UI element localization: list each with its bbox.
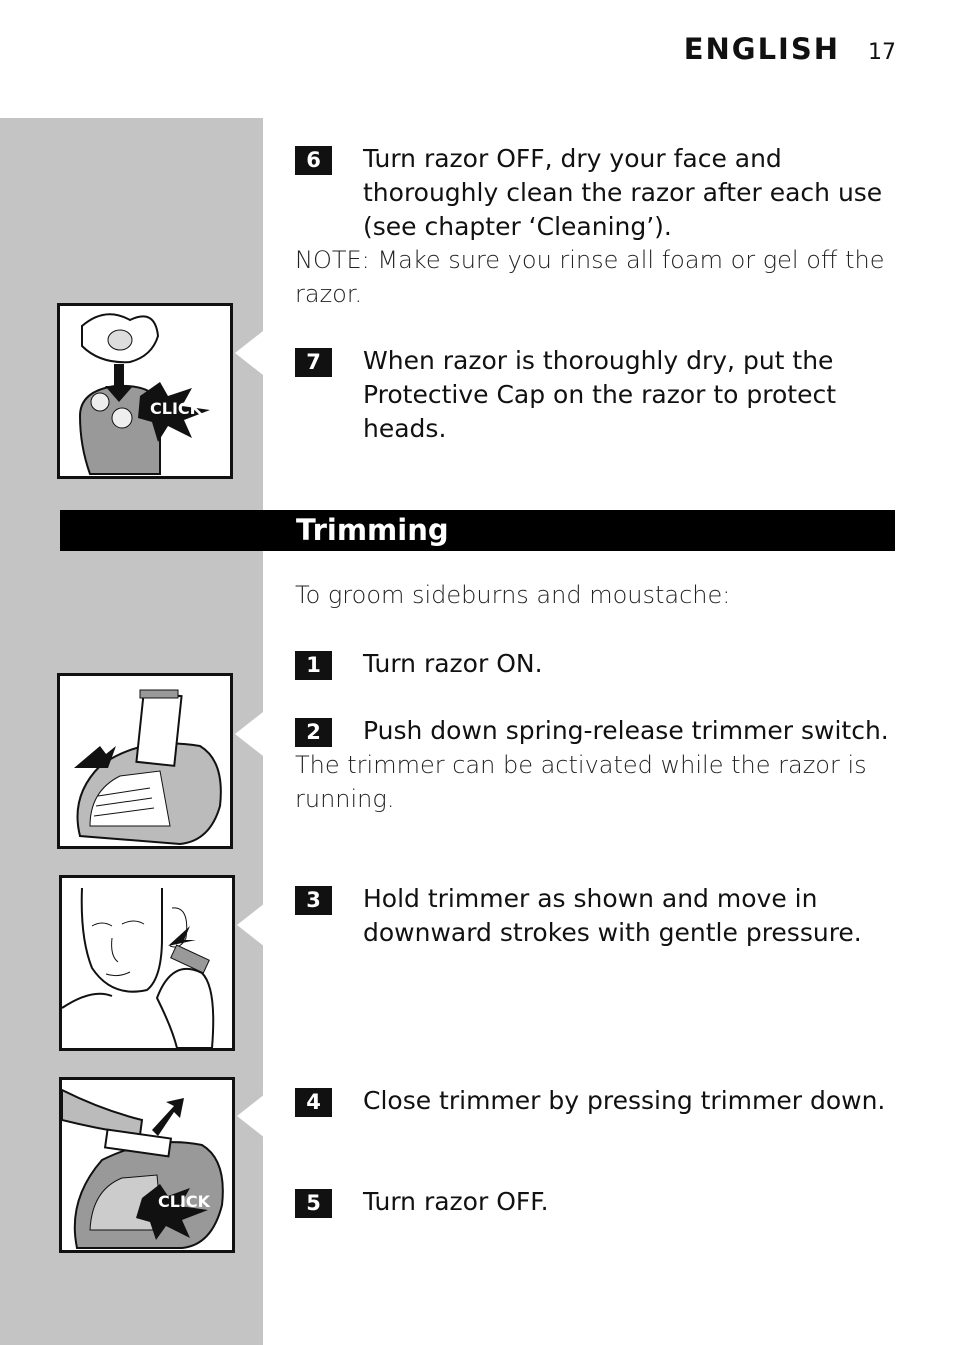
face-trimming-illustration xyxy=(62,878,232,1048)
page-number: 17 xyxy=(868,40,896,65)
step-text: Hold trimmer as shown and move in downward strokes with gentle pressure. xyxy=(363,884,862,947)
section-title: Trimming xyxy=(296,513,449,547)
step-2 xyxy=(295,714,895,748)
step-1 xyxy=(295,647,895,681)
step-text: Close trimmer by pressing trimmer down. xyxy=(363,1086,886,1115)
figure-pointer xyxy=(235,331,263,375)
step-6 xyxy=(295,142,895,244)
step-number-badge: 7 xyxy=(295,348,332,377)
click-label: CLICK xyxy=(158,1192,211,1211)
section-header-trimming xyxy=(60,510,895,551)
step-text: When razor is thoroughly dry, put the Protective Cap on the razor to protect heads. xyxy=(363,346,837,443)
razor-cap-illustration xyxy=(60,306,230,476)
step-text: Turn razor OFF, dry your face and thoroughly clean the razor after each use (see chapter ‘Cleaning’). xyxy=(363,144,883,241)
figure-protective-cap xyxy=(57,303,233,479)
step-5 xyxy=(295,1185,895,1219)
step-text: Turn razor ON. xyxy=(363,649,543,678)
language-label: ENGLISH xyxy=(683,32,840,66)
figure-face-trimming xyxy=(59,875,235,1051)
figure-pointer xyxy=(237,1094,265,1138)
figure-trimmer-switch xyxy=(57,673,233,849)
step-text: Push down spring-release trimmer switch. xyxy=(363,716,889,745)
step-number-badge: 2 xyxy=(295,718,332,747)
step-number-badge: 1 xyxy=(295,651,332,680)
figure-pointer xyxy=(237,903,265,947)
click-label: CLICK xyxy=(150,399,203,418)
step-number-badge: 3 xyxy=(295,886,332,915)
note-trimmer-running: The trimmer can be activated while the razor is running. xyxy=(295,751,867,813)
step-number-badge: 6 xyxy=(295,146,332,175)
figure-pointer xyxy=(235,712,263,756)
trimmer-switch-illustration xyxy=(60,676,230,846)
step-4 xyxy=(295,1084,895,1118)
step-number-badge: 4 xyxy=(295,1088,332,1117)
page-header xyxy=(684,32,896,66)
step-3 xyxy=(295,882,895,950)
step-text: Turn razor OFF. xyxy=(363,1187,549,1216)
close-trimmer-illustration xyxy=(62,1080,232,1250)
trim-intro: To groom sideburns and moustache: xyxy=(295,581,731,609)
figure-close-trimmer xyxy=(59,1077,235,1253)
step-number-badge: 5 xyxy=(295,1189,332,1218)
note-rinse: NOTE: Make sure you rinse all foam or gel off the razor. xyxy=(295,246,885,308)
step-7 xyxy=(295,344,895,446)
